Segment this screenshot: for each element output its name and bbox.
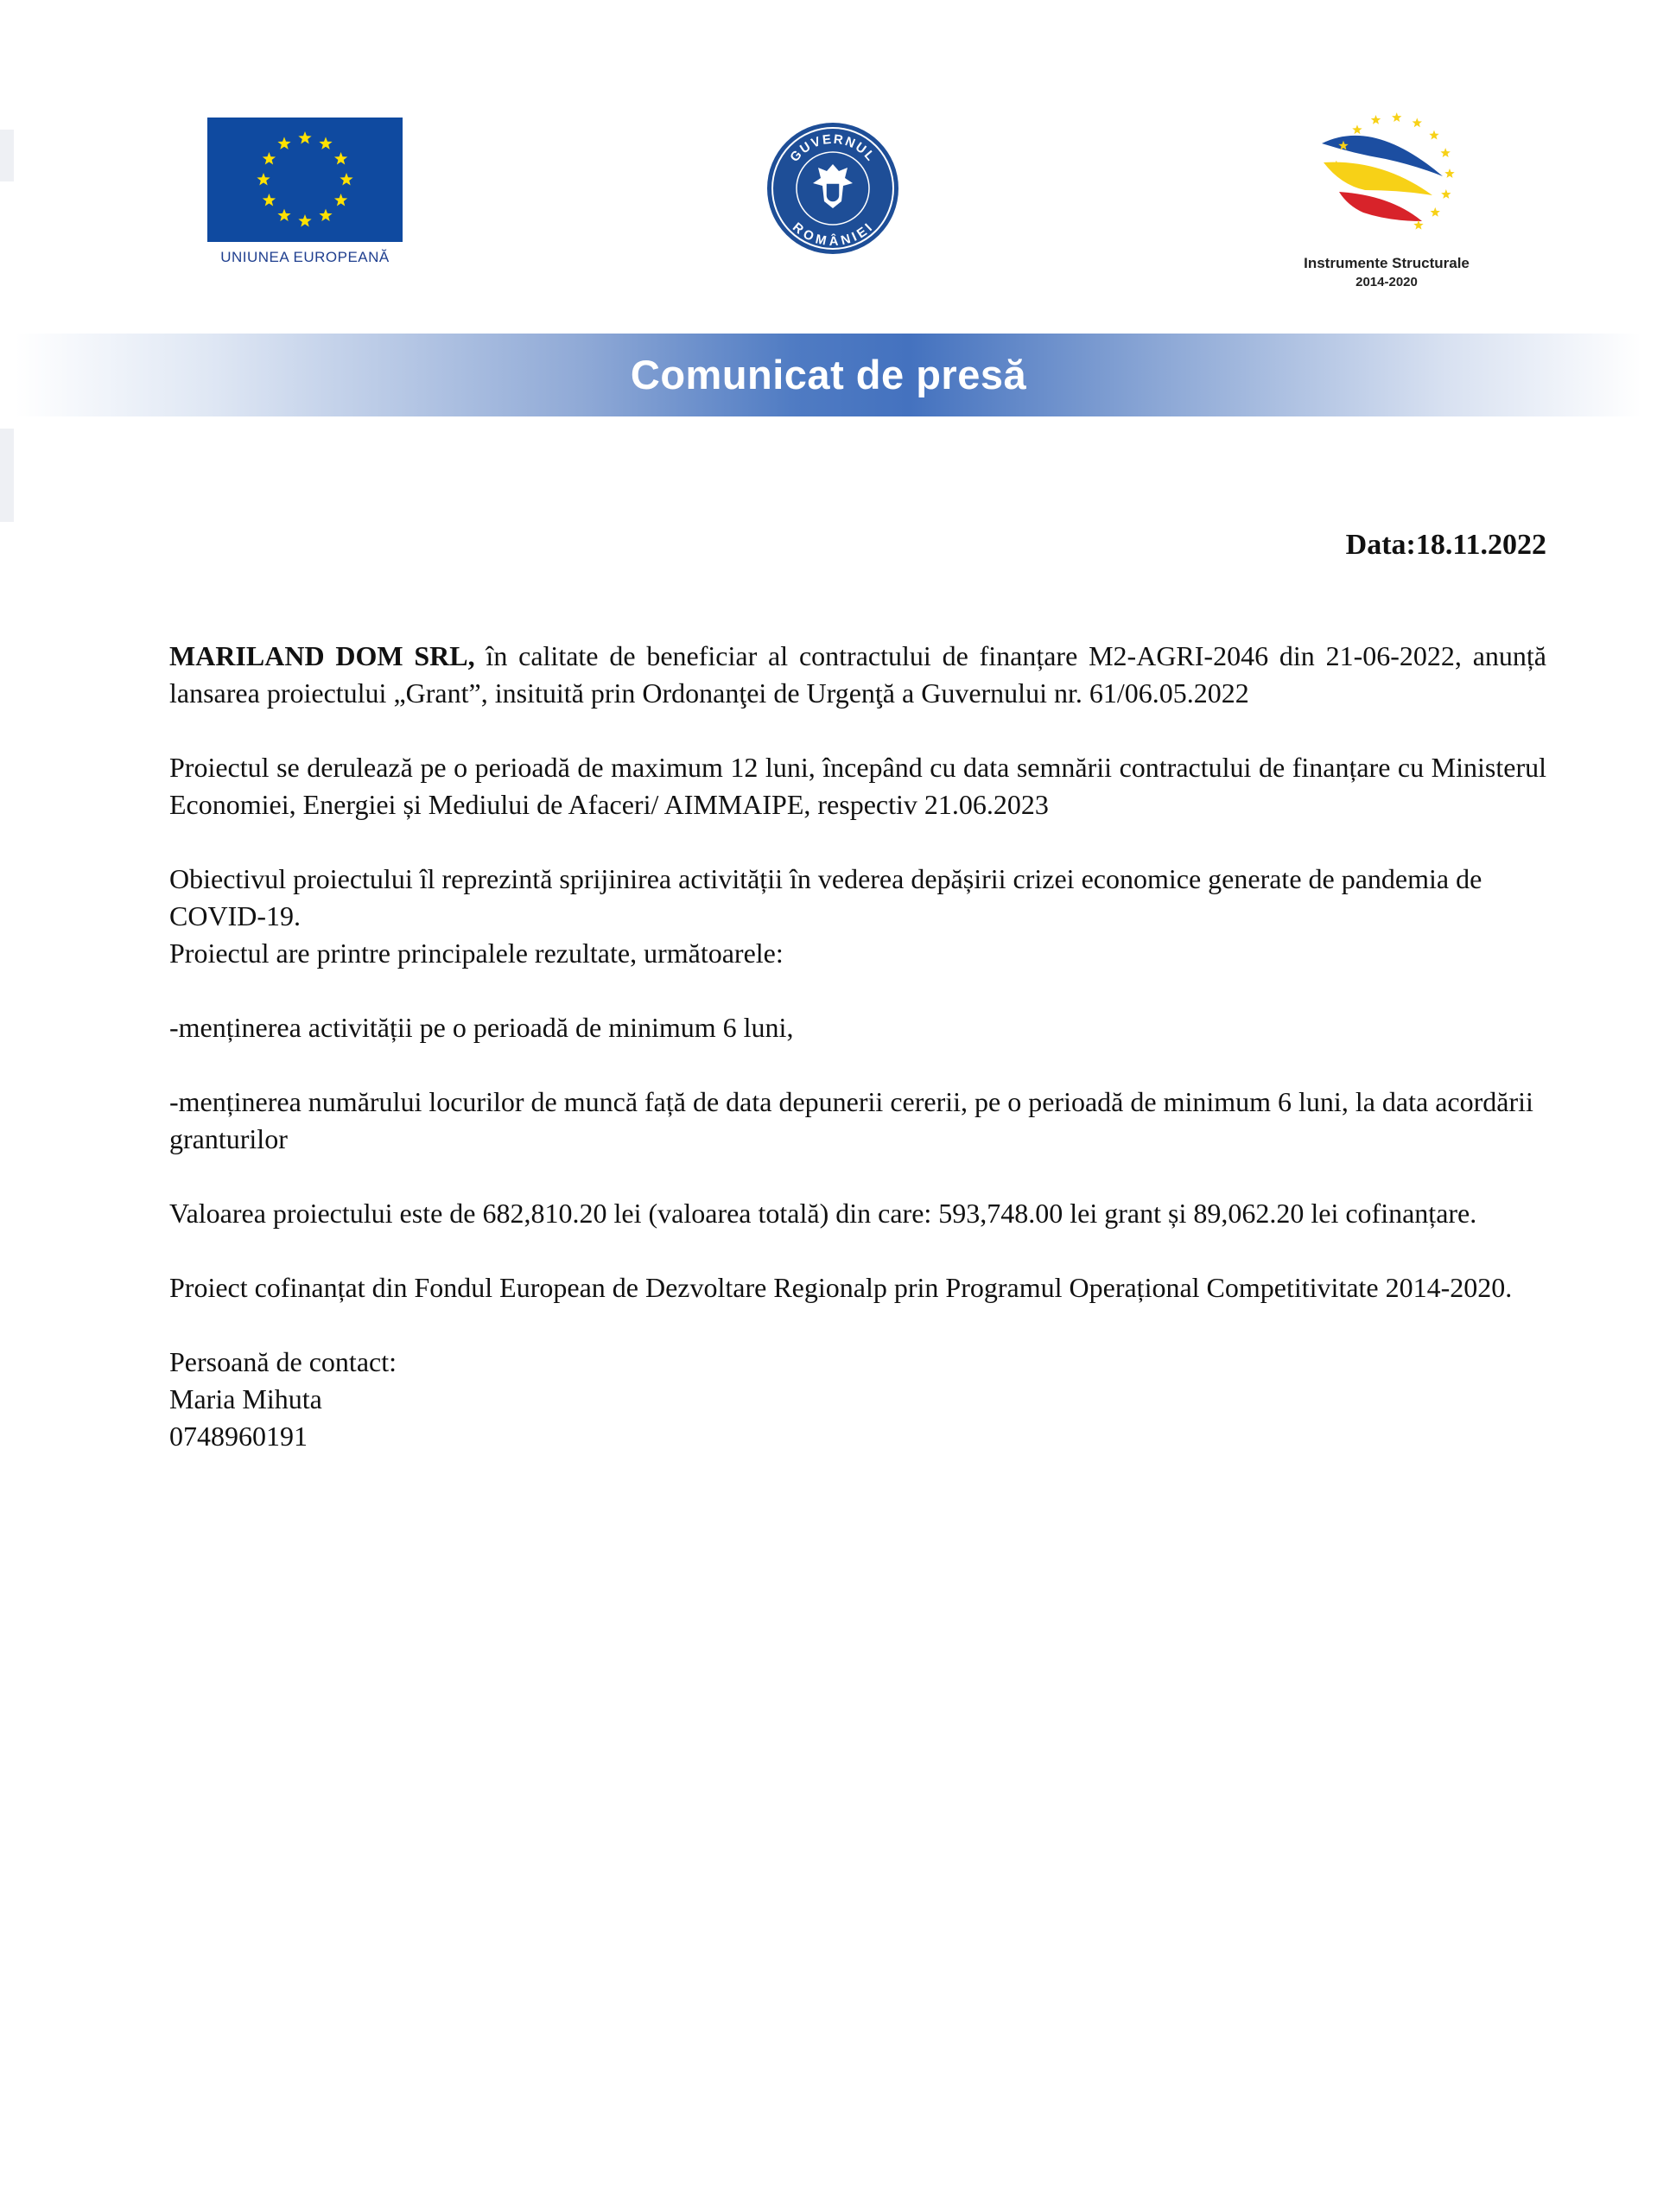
instrumente-structurale-icon <box>1313 109 1469 240</box>
result-item-2: -menținerea numărului locurilor de muncă față de data depunerii cererii, pe o perioadă de minimum 6 luni, la data acordării granturilor <box>169 1086 1533 1154</box>
gov-seal-text-bottom: ROMÂNIEI <box>789 219 877 250</box>
value-paragraph: Valoarea proiectului este de 682,810.20 lei (valoarea totală) din care: 593,748.00 lei grant și 89,062.20 lei cofinanțare. <box>169 1198 1477 1229</box>
eu-flag-icon <box>207 118 403 242</box>
instrumente-structurale-caption <box>1279 254 1495 292</box>
is-star-icon <box>1371 115 1381 124</box>
intro-text: în calitate de beneficiar al contractului de finanțare M2-AGRI-2046 din 21-06-2022, anunță lansarea proiectului „Grant”, insituită prin Ordonanţei de Urgenţă a Guvernului nr. 61/06.05.2022 <box>169 640 1547 709</box>
is-star-icon <box>1413 118 1422 127</box>
is-star-icon <box>1413 220 1423 230</box>
document-date: Data:18.11.2022 <box>1345 529 1546 561</box>
banner-title: Comunicat de presă <box>630 352 1027 397</box>
instrumente-structurale-logo <box>1279 109 1495 296</box>
is-caption-line1: Instrumente Structurale <box>1304 255 1470 271</box>
contact-label: Persoană de contact: <box>169 1346 397 1377</box>
cofinancing-paragraph: Proiect cofinanțat din Fondul European de Dezvoltare Regionalp prin Programul Operațional Competitivitate 2014-2020. <box>169 1272 1513 1303</box>
results-intro: Proiectul are printre principalele rezultate, următoarele: <box>169 938 784 969</box>
guvernul-romaniei-seal-icon <box>765 121 900 256</box>
contact-block <box>169 1344 1546 1455</box>
objective-paragraph: Obiectivul proiectului îl reprezintă sprijinirea activității în vederea depășirii crizei economice generate de pandemia de COVID-19. <box>169 863 1482 931</box>
result-item-1: -menținerea activității pe o perioadă de minimum 6 luni, <box>169 1012 794 1043</box>
eu-logo-caption: UNIUNEA EUROPEANĂ <box>220 249 390 265</box>
logo-header <box>0 0 1657 311</box>
eu-logo <box>207 118 403 273</box>
period-paragraph: Proiectul se derulează pe o perioadă de maximum 12 luni, începând cu data semnării contractului de finanțare cu Ministerul Economiei, Energiei și Mediului de Afaceri/ AIMMAIPE, respectiv 21.06.2023 <box>169 752 1546 820</box>
is-star-icon <box>1352 124 1362 134</box>
company-name: MARILAND DOM SRL, <box>169 640 475 671</box>
is-star-icon <box>1444 168 1454 178</box>
contact-phone: 0748960191 <box>169 1421 308 1452</box>
is-star-icon <box>1431 207 1440 217</box>
press-release-banner <box>16 334 1641 416</box>
is-caption-line2: 2014-2020 <box>1355 275 1418 289</box>
is-star-icon <box>1392 112 1401 122</box>
intro-paragraph <box>169 638 1546 712</box>
gov-seal-text-top: GUVERNUL <box>787 131 879 165</box>
is-star-icon <box>1440 148 1450 157</box>
left-edge-mark-bottom <box>0 429 14 522</box>
is-star-icon <box>1429 130 1438 140</box>
is-star-icon <box>1441 189 1451 199</box>
contact-name: Maria Mihuta <box>169 1383 322 1414</box>
document-body <box>169 638 1546 1492</box>
